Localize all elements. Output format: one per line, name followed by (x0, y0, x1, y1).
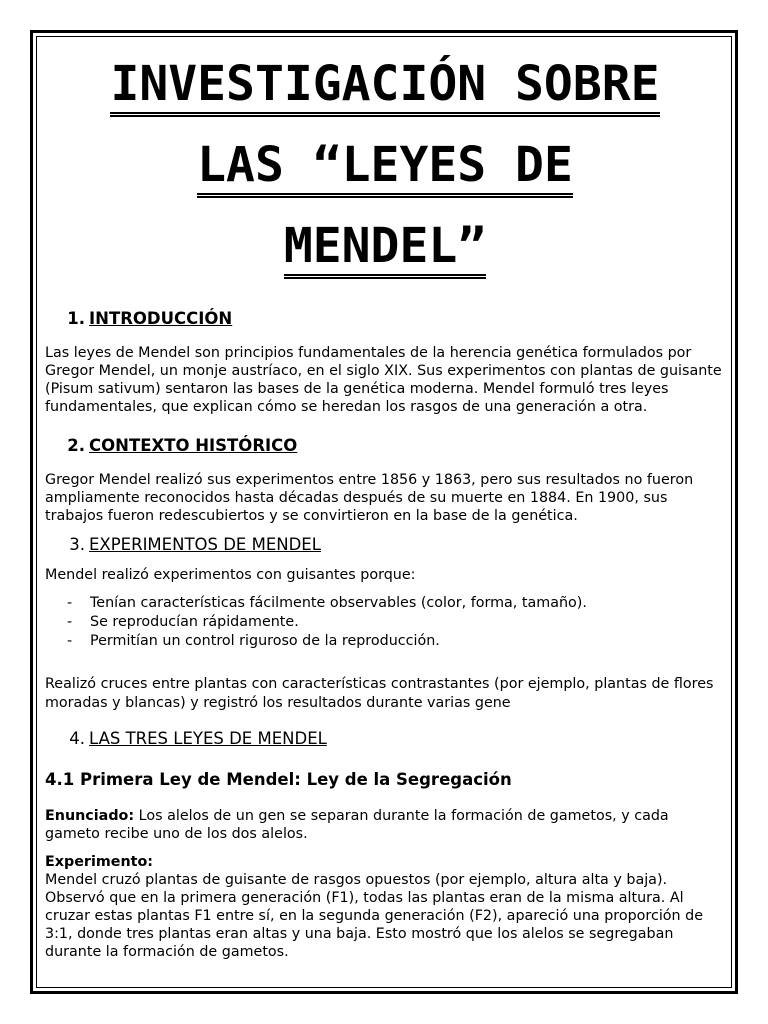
first-law-experiment (45, 853, 725, 961)
experiment-label: Experimento: (45, 854, 154, 870)
list-item-text: Tenían características fácilmente observables (color, forma, tamaño). (90, 595, 587, 611)
title-line-3: MENDEL” (284, 218, 486, 279)
experiments-intro: Mendel realizó experimentos con guisantes porque: (45, 567, 416, 583)
dash-bullet: - (67, 614, 73, 630)
list-item-text: Permitían un control riguroso de la reproducción. (90, 633, 440, 649)
list-item-text: Se reproducían rápidamente. (90, 614, 299, 630)
experiment-text: Mendel cruzó plantas de guisante de rasgos opuestos (por ejemplo, altura alta y baja). Observó que en la primera generación (F1), todas las plantas eran de la misma altura. Al cruzar estas plantas F1 entre sí, en la segunda generación (F2), apareció una proporción de 3:1, donde tres plantas eran altas y una baja. Esto mostró que los alelos se segregaban durante la formación de gametos. (45, 872, 704, 960)
section-title: INTRODUCCIÓN (89, 309, 233, 328)
section-heading-context (45, 436, 725, 455)
list-item (45, 632, 725, 651)
statement-text: Los alelos de un gen se separan durante la formación de gametos, y cada gameto recibe uno de los dos alelos. (45, 808, 669, 842)
section-number: 2. (67, 436, 85, 455)
section-title: EXPERIMENTOS DE MENDEL (89, 535, 321, 554)
section-heading-laws (45, 729, 725, 748)
dash-bullet: - (67, 633, 73, 649)
context-paragraph: Gregor Mendel realizó sus experimentos entre 1856 y 1863, pero sus resultados no fueron ampliamente reconocidos hasta décadas después de su muerte en 1884. En 1900, sus trabajos fueron redescubiertos y se convirtieron en la base de la genética. (45, 472, 694, 524)
subsection-heading-first-law: 4.1 Primera Ley de Mendel: Ley de la Segregación (45, 770, 512, 789)
section-title: CONTEXTO HISTÓRICO (89, 436, 298, 455)
section-number: 1. (67, 309, 85, 328)
first-law-statement (45, 807, 725, 843)
list-item (45, 594, 725, 613)
section-number: 3. (69, 535, 85, 554)
list-item (45, 613, 725, 632)
document-body (45, 40, 725, 961)
title-line-2: LAS “LEYES DE (197, 137, 573, 198)
dash-bullet: - (67, 595, 73, 611)
title-line-1: INVESTIGACIÓN SOBRE (110, 56, 659, 117)
experiments-list (45, 594, 725, 651)
experiments-paragraph: Realizó cruces entre plantas con características contrastantes (por ejemplo, plantas de flores moradas y blancas) y registró los resultados durante varias gene (45, 676, 714, 711)
section-number: 4. (69, 729, 85, 748)
document-title (45, 48, 725, 291)
section-heading-experiments (45, 535, 725, 554)
section-heading-introduction (45, 309, 725, 328)
section-title: LAS TRES LEYES DE MENDEL (89, 729, 327, 748)
introduction-paragraph: Las leyes de Mendel son principios fundamentales de la herencia genética formulados por Gregor Mendel, un monje austríaco, en el siglo XIX. Sus experimentos con plantas de guisante (Pisum sativum) sentaron las bases de la genética moderna. Mendel formuló tres leyes fundamentales, que explican cómo se heredan los rasgos de una generación a otra. (45, 345, 722, 415)
statement-label: Enunciado: (45, 808, 135, 824)
